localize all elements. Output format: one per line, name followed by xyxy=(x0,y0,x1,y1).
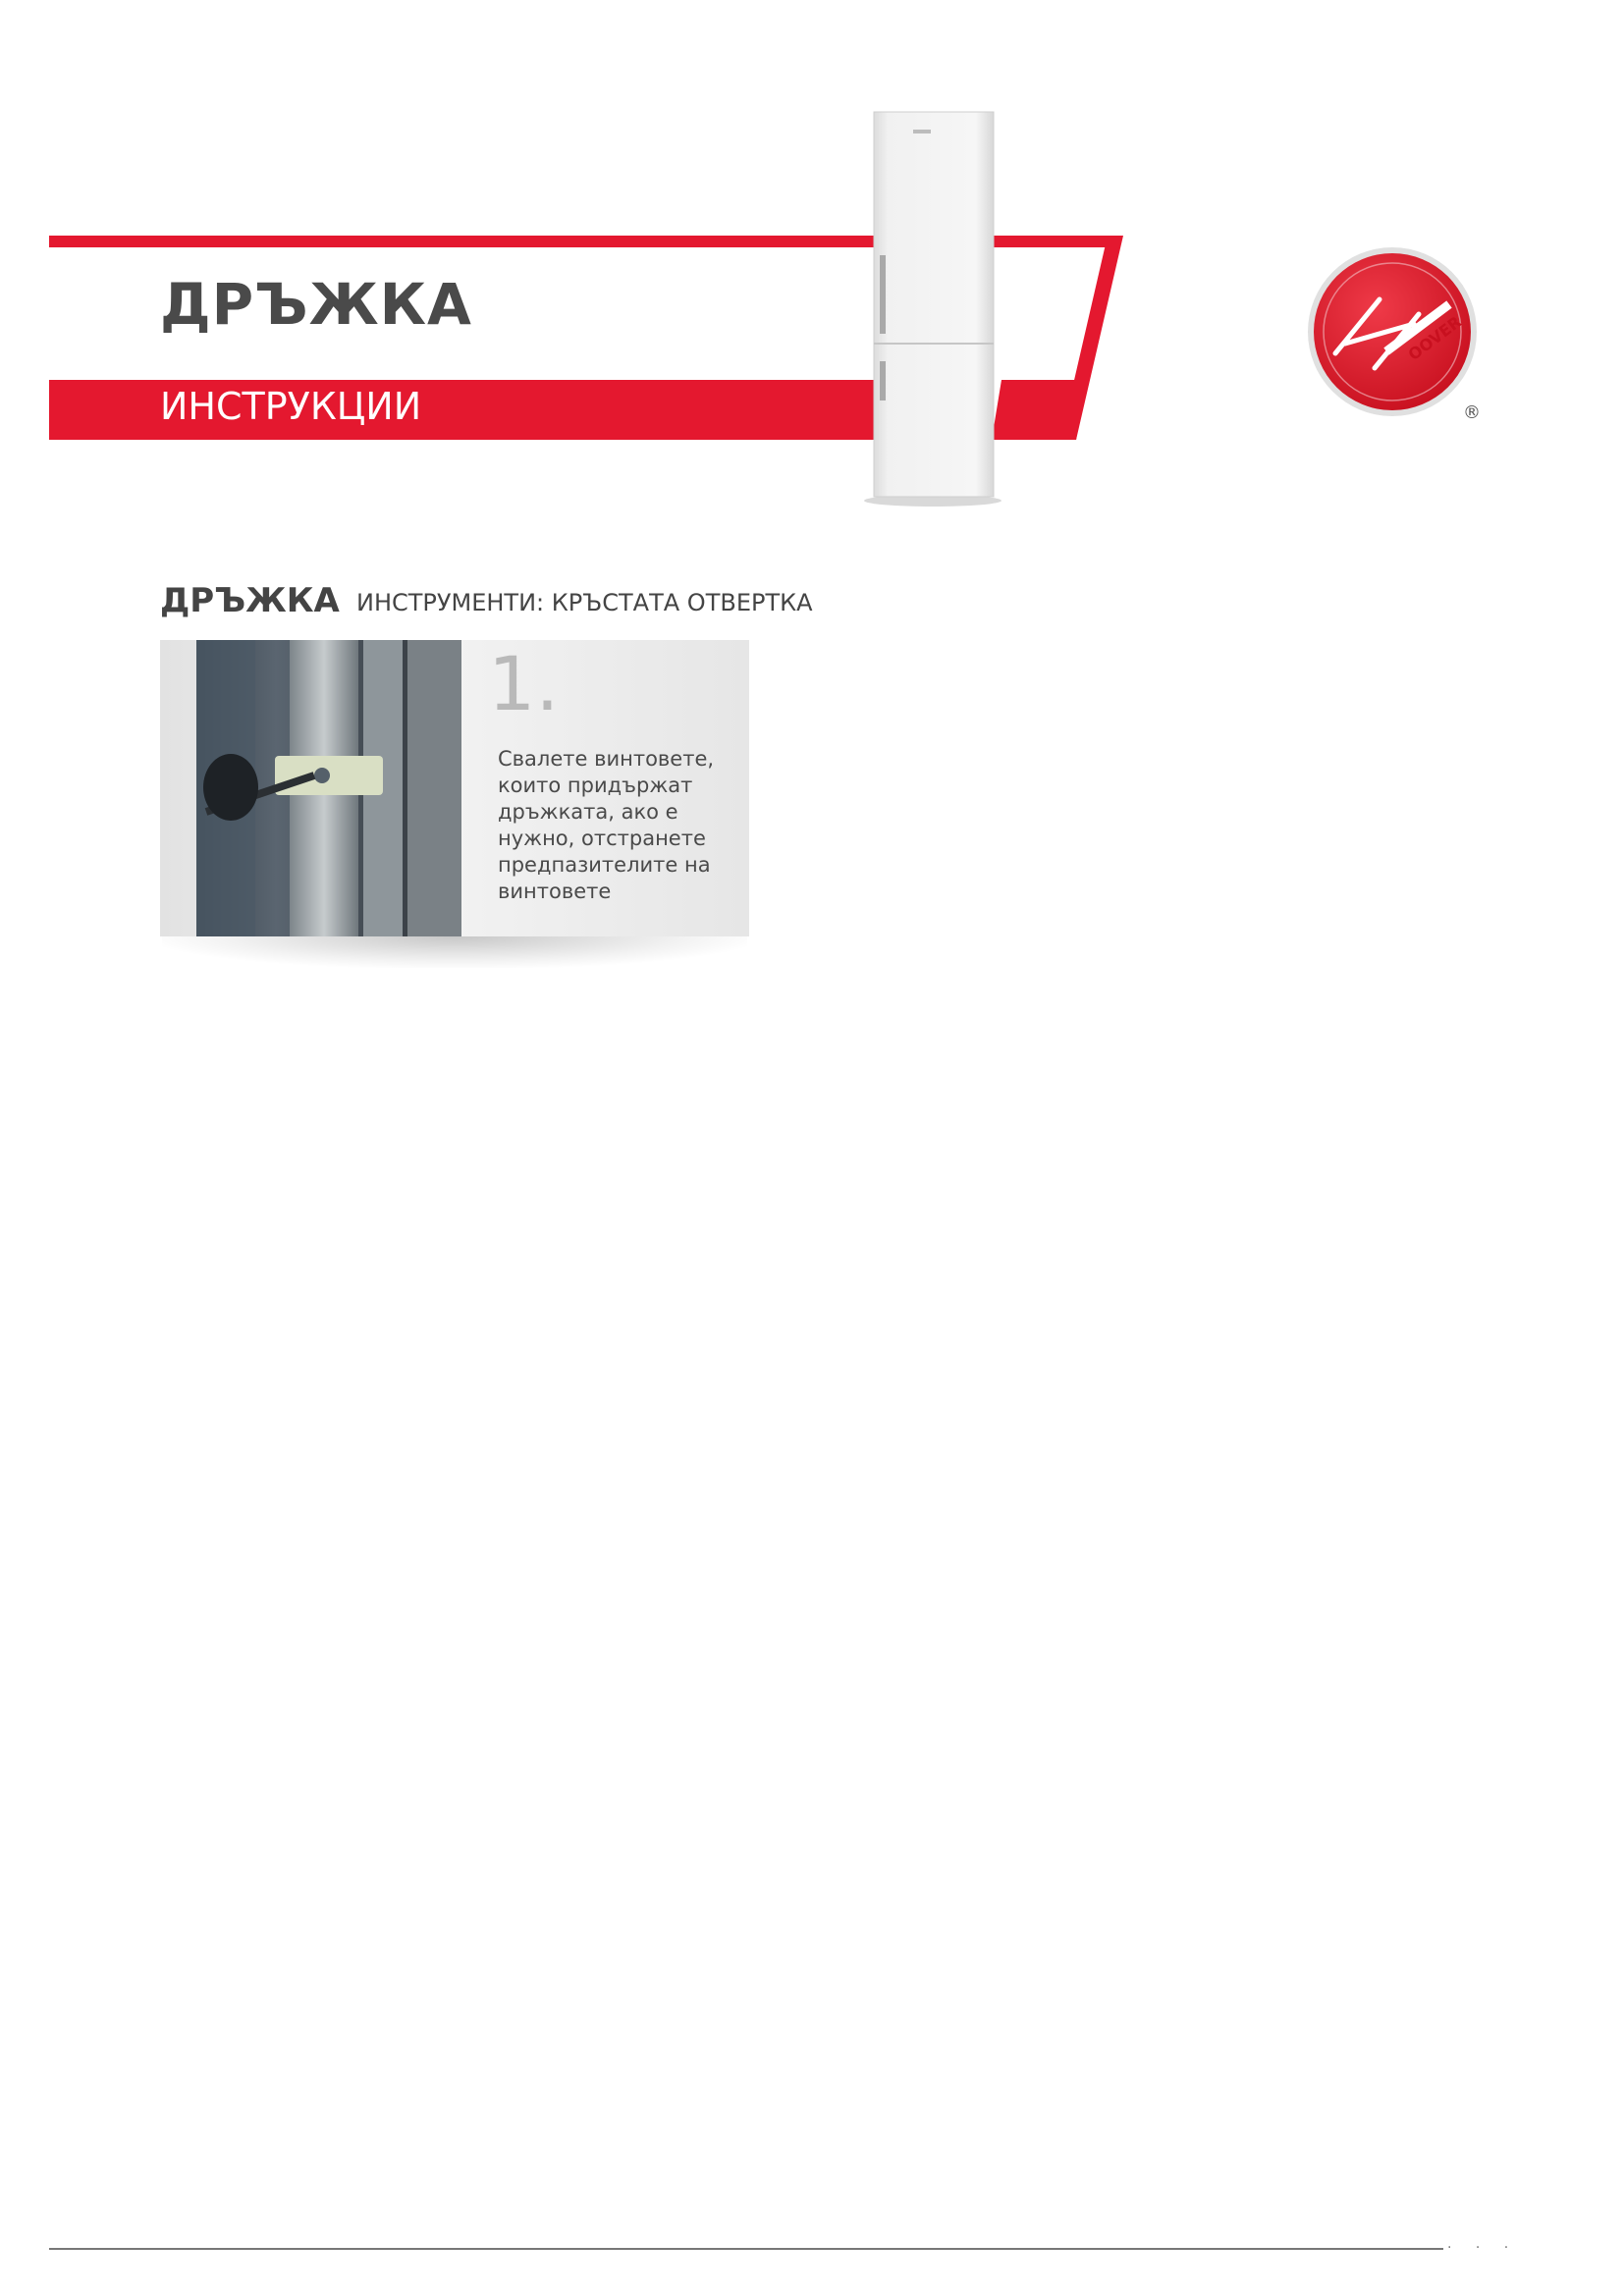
step-photo xyxy=(196,640,461,936)
step-text: Свалете винтовете, които придържат дръжката, ако е нужно, отстранете предпазителите на винтовете xyxy=(498,747,715,903)
card-shadow xyxy=(162,936,747,968)
step-number: 1. xyxy=(488,640,560,727)
svg-text:OOVER: OOVER xyxy=(1404,312,1465,364)
footer-divider xyxy=(49,2248,1443,2250)
fridge-image xyxy=(854,108,1011,510)
page-title: ДРЪЖКА xyxy=(160,271,472,338)
tools-label: ИНСТРУМЕНТИ: КРЪСТАТА ОТВЕРТКА xyxy=(356,589,813,616)
registered-mark: ® xyxy=(1463,402,1481,423)
section-title: ДРЪЖКА xyxy=(160,581,340,620)
footer-page-marker: · · · xyxy=(1447,2240,1519,2256)
page-subtitle: ИНСТРУКЦИИ xyxy=(160,385,422,428)
